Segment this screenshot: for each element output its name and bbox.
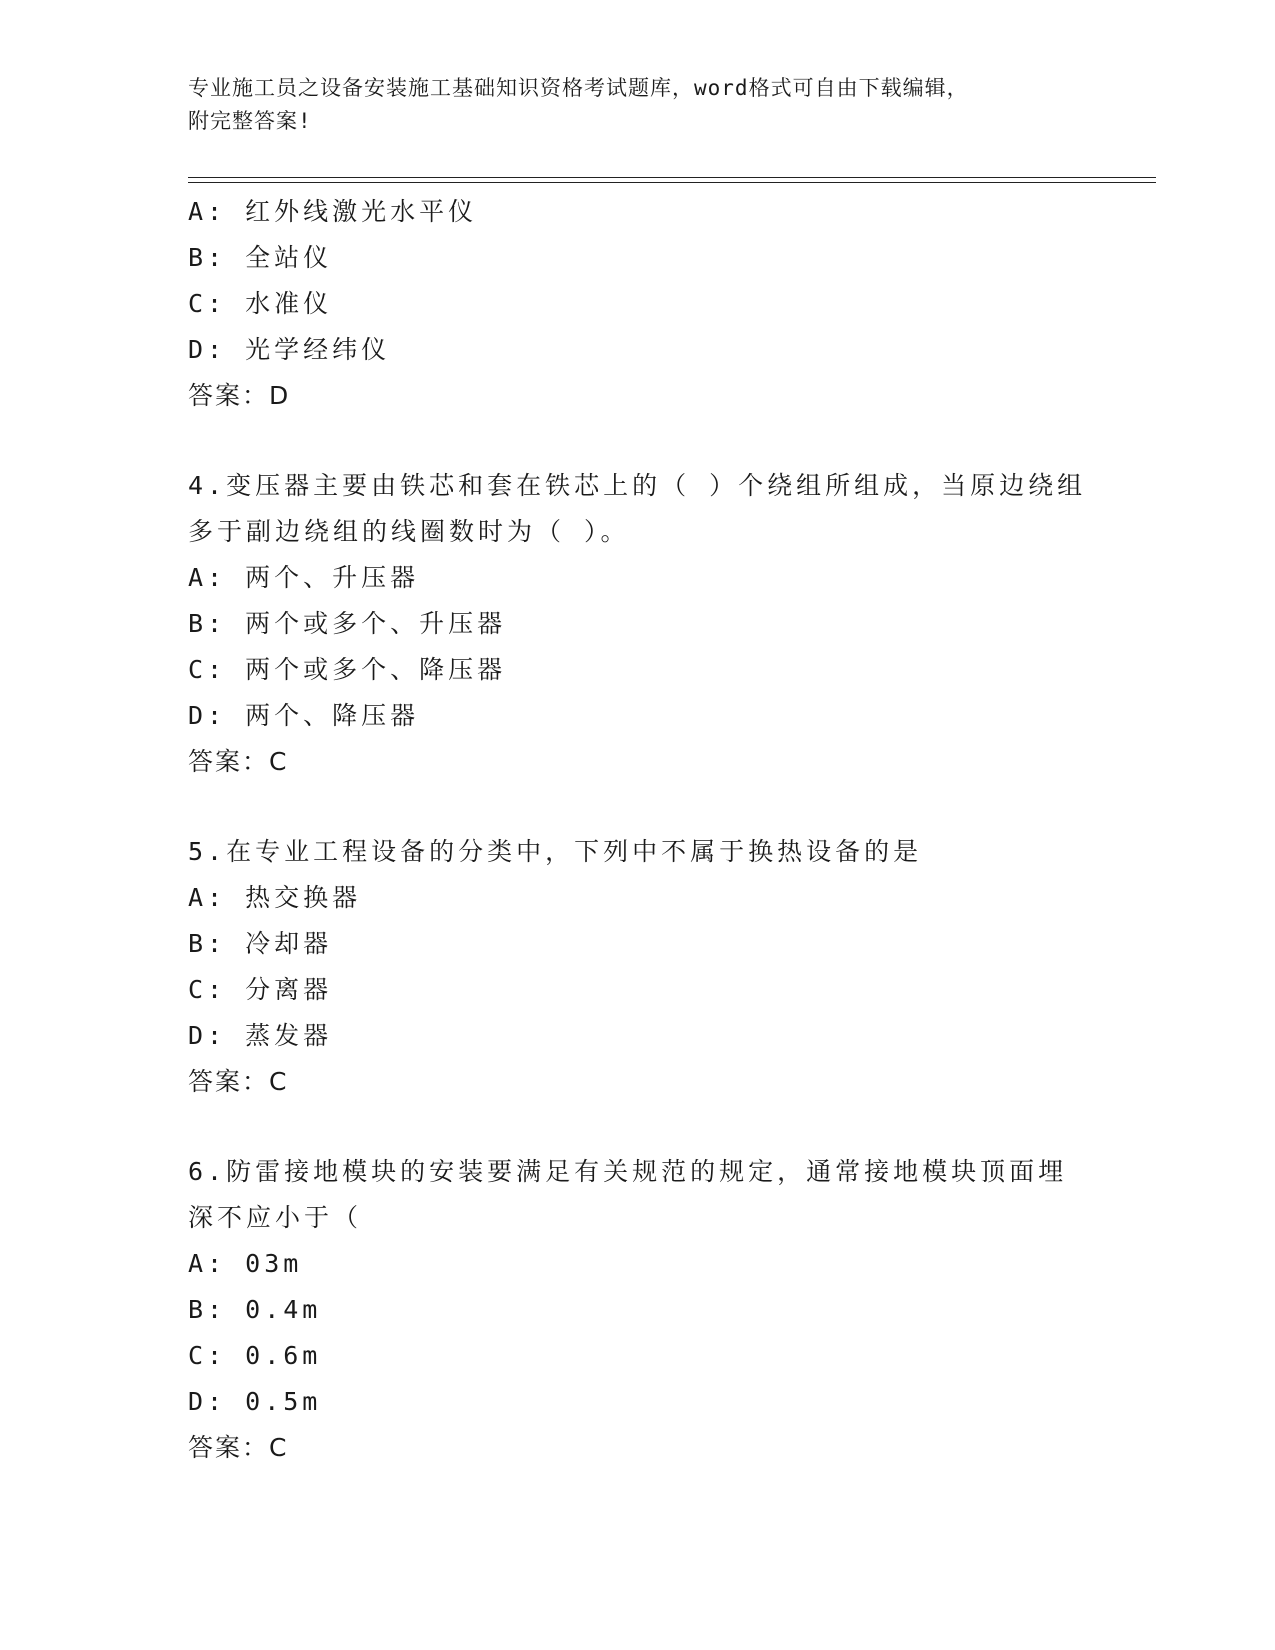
spacer: [188, 1105, 1088, 1149]
option-d: D: 0.5m: [188, 1387, 322, 1416]
option-a: A: 热交换器: [188, 883, 362, 912]
option-c: C: 水准仪: [188, 289, 333, 318]
question-6: [188, 1149, 1088, 1471]
answer: 答案：C: [188, 747, 289, 776]
question-list: [188, 189, 1088, 1471]
document-header: [188, 72, 1088, 138]
question-text-line-2: 多于副边绕组的线圈数时为（ ）。: [188, 517, 630, 546]
question-text-line-2: 深不应小于（: [188, 1203, 363, 1232]
question-text-line-1: 5.在专业工程设备的分类中，下列中不属于换热设备的是: [188, 837, 923, 866]
option-a: A: 两个、升压器: [188, 563, 420, 592]
answer: 答案：C: [188, 1067, 289, 1096]
question-text-line-1: 4.变压器主要由铁芯和套在铁芯上的（ ）个绕组所组成，当原边绕组: [188, 471, 1087, 500]
header-line-1: 专业施工员之设备安装施工基础知识资格考试题库，word格式可自由下载编辑，: [188, 76, 969, 100]
option-c: C: 0.6m: [188, 1341, 322, 1370]
option-c: C: 两个或多个、降压器: [188, 655, 507, 684]
option-b: B: 全站仪: [188, 243, 333, 272]
question-text-line-1: 6.防雷接地模块的安装要满足有关规范的规定，通常接地模块顶面埋: [188, 1157, 1068, 1186]
header-line-2: 附完整答案!: [188, 109, 312, 133]
answer: 答案：C: [188, 1433, 289, 1462]
option-b: B: 冷却器: [188, 929, 333, 958]
option-b: B: 两个或多个、升压器: [188, 609, 507, 638]
option-d: D: 光学经纬仪: [188, 335, 391, 364]
answer: 答案：D: [188, 381, 291, 410]
spacer: [188, 785, 1088, 829]
option-a: A: 红外线激光水平仪: [188, 197, 478, 226]
question-4: [188, 463, 1088, 785]
option-a: A: 03m: [188, 1249, 303, 1278]
header-divider-bottom: [188, 182, 1156, 183]
option-d: D: 蒸发器: [188, 1021, 333, 1050]
option-d: D: 两个、降压器: [188, 701, 420, 730]
spacer: [188, 419, 1088, 463]
question-3: [188, 189, 1088, 419]
option-c: C: 分离器: [188, 975, 333, 1004]
header-divider-top: [188, 177, 1156, 178]
option-b: B: 0.4m: [188, 1295, 322, 1324]
question-5: [188, 829, 1088, 1105]
